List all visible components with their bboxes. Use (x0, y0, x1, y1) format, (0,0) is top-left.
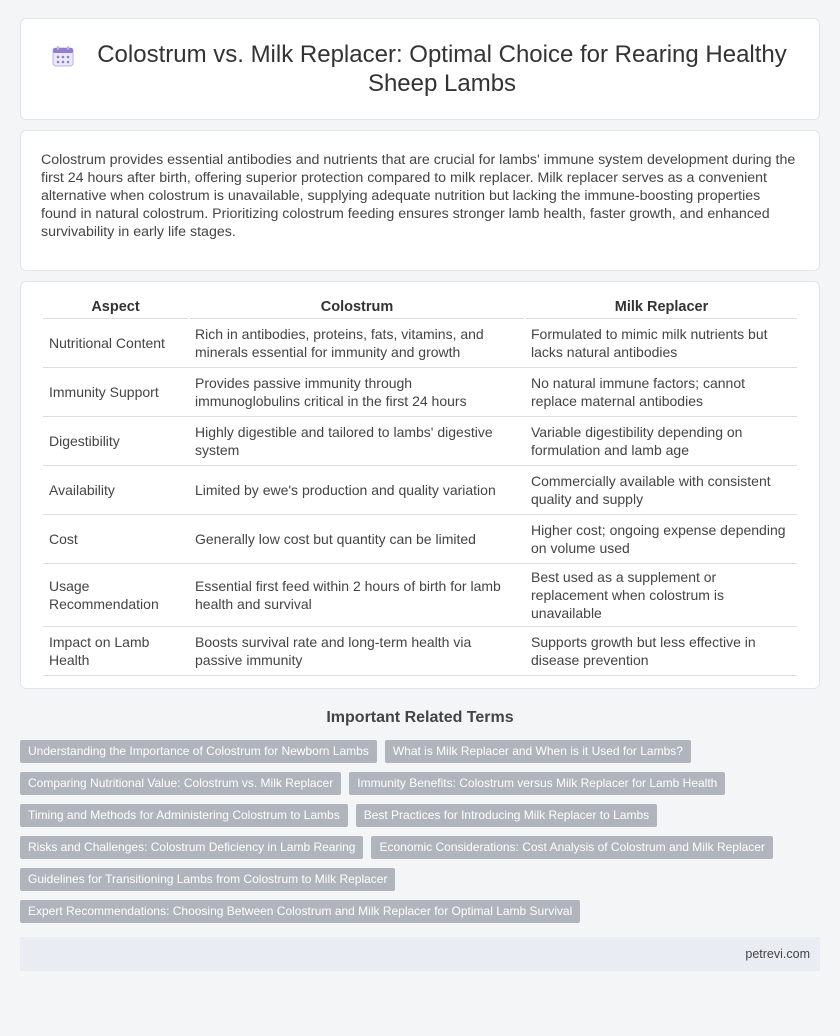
table-row (43, 465, 797, 514)
related-term-link[interactable]: Guidelines for Transitioning Lambs from Colostrum to Milk Replacer (20, 868, 395, 891)
intro-card (20, 130, 820, 271)
related-term-link[interactable]: Best Practices for Introducing Milk Replacer to Lambs (356, 804, 657, 827)
related-term-link[interactable]: Immunity Benefits: Colostrum versus Milk Replacer for Lamb Health (349, 772, 725, 795)
header-aspect: Aspect (43, 296, 189, 318)
table-row (43, 367, 797, 416)
cell-colostrum: Generally low cost but quantity can be limited (189, 514, 525, 563)
cell-milk-replacer: Best used as a supplement or replacement when colostrum is unavailable (525, 563, 797, 626)
table-row (43, 563, 797, 626)
intro-text: Colostrum provides essential antibodies and nutrients that are crucial for lambs' immune system development during the first 24 hours after birth, offering superior protection compared to milk replacer. Milk replacer serves as a convenient alternative when colostrum is unavailable, supplying adequate nutrition but lacking the immune-boosting properties found in natural colostrum. Prioritizing colostrum feeding ensures stronger lamb health, faster growth, and enhanced survivability in early life stages. (41, 152, 796, 240)
cell-aspect: Impact on Lamb Health (43, 626, 189, 675)
table-header-row (43, 296, 797, 318)
related-terms-title: Important Related Terms (326, 709, 514, 726)
related-term-link[interactable]: Risks and Challenges: Colostrum Deficiency in Lamb Rearing (20, 836, 363, 859)
related-term-link[interactable]: Expert Recommendations: Choosing Between Colostrum and Milk Replacer for Optimal Lamb Survival (20, 900, 580, 923)
cell-milk-replacer: No natural immune factors; cannot replace maternal antibodies (525, 367, 797, 416)
cell-colostrum: Rich in antibodies, proteins, fats, vitamins, and minerals essential for immunity and growth (189, 318, 525, 367)
cell-aspect: Nutritional Content (43, 318, 189, 367)
cell-colostrum: Essential first feed within 2 hours of birth for lamb health and survival (189, 563, 525, 626)
table-row (43, 416, 797, 465)
cell-colostrum: Boosts survival rate and long-term health via passive immunity (189, 626, 525, 675)
cell-aspect: Digestibility (43, 416, 189, 465)
cell-milk-replacer: Commercially available with consistent quality and supply (525, 465, 797, 514)
cell-colostrum: Highly digestible and tailored to lambs' digestive system (189, 416, 525, 465)
calendar-icon (51, 44, 75, 68)
comparison-table-card (20, 281, 820, 689)
related-terms-tags (20, 740, 820, 923)
header-card (20, 18, 820, 120)
page-title: Colostrum vs. Milk Replacer: Optimal Choice for Rearing Healthy Sheep Lambs (97, 41, 787, 97)
header-colostrum: Colostrum (189, 296, 525, 318)
cell-milk-replacer: Supports growth but less effective in disease prevention (525, 626, 797, 675)
related-term-link[interactable]: Understanding the Importance of Colostrum for Newborn Lambs (20, 740, 377, 763)
related-term-link[interactable]: Comparing Nutritional Value: Colostrum vs. Milk Replacer (20, 772, 341, 795)
cell-milk-replacer: Higher cost; ongoing expense depending on volume used (525, 514, 797, 563)
header-milk-replacer: Milk Replacer (525, 296, 797, 318)
table-row (43, 318, 797, 367)
cell-aspect: Availability (43, 465, 189, 514)
footer (20, 937, 820, 971)
comparison-table (43, 296, 797, 676)
cell-colostrum: Provides passive immunity through immunoglobulins critical in the first 24 hours (189, 367, 525, 416)
related-term-link[interactable]: Economic Considerations: Cost Analysis of Colostrum and Milk Replacer (371, 836, 773, 859)
cell-milk-replacer: Variable digestibility depending on formulation and lamb age (525, 416, 797, 465)
title-wrap (51, 40, 789, 98)
cell-milk-replacer: Formulated to mimic milk nutrients but lacks natural antibodies (525, 318, 797, 367)
table-row (43, 626, 797, 675)
table-row (43, 514, 797, 563)
related-term-link[interactable]: Timing and Methods for Administering Colostrum to Lambs (20, 804, 348, 827)
cell-colostrum: Limited by ewe's production and quality variation (189, 465, 525, 514)
related-term-link[interactable]: What is Milk Replacer and When is it Used for Lambs? (385, 740, 691, 763)
footer-site-link[interactable]: petrevi.com (745, 947, 810, 961)
cell-aspect: Immunity Support (43, 367, 189, 416)
cell-aspect: Cost (43, 514, 189, 563)
cell-aspect: Usage Recommendation (43, 563, 189, 626)
